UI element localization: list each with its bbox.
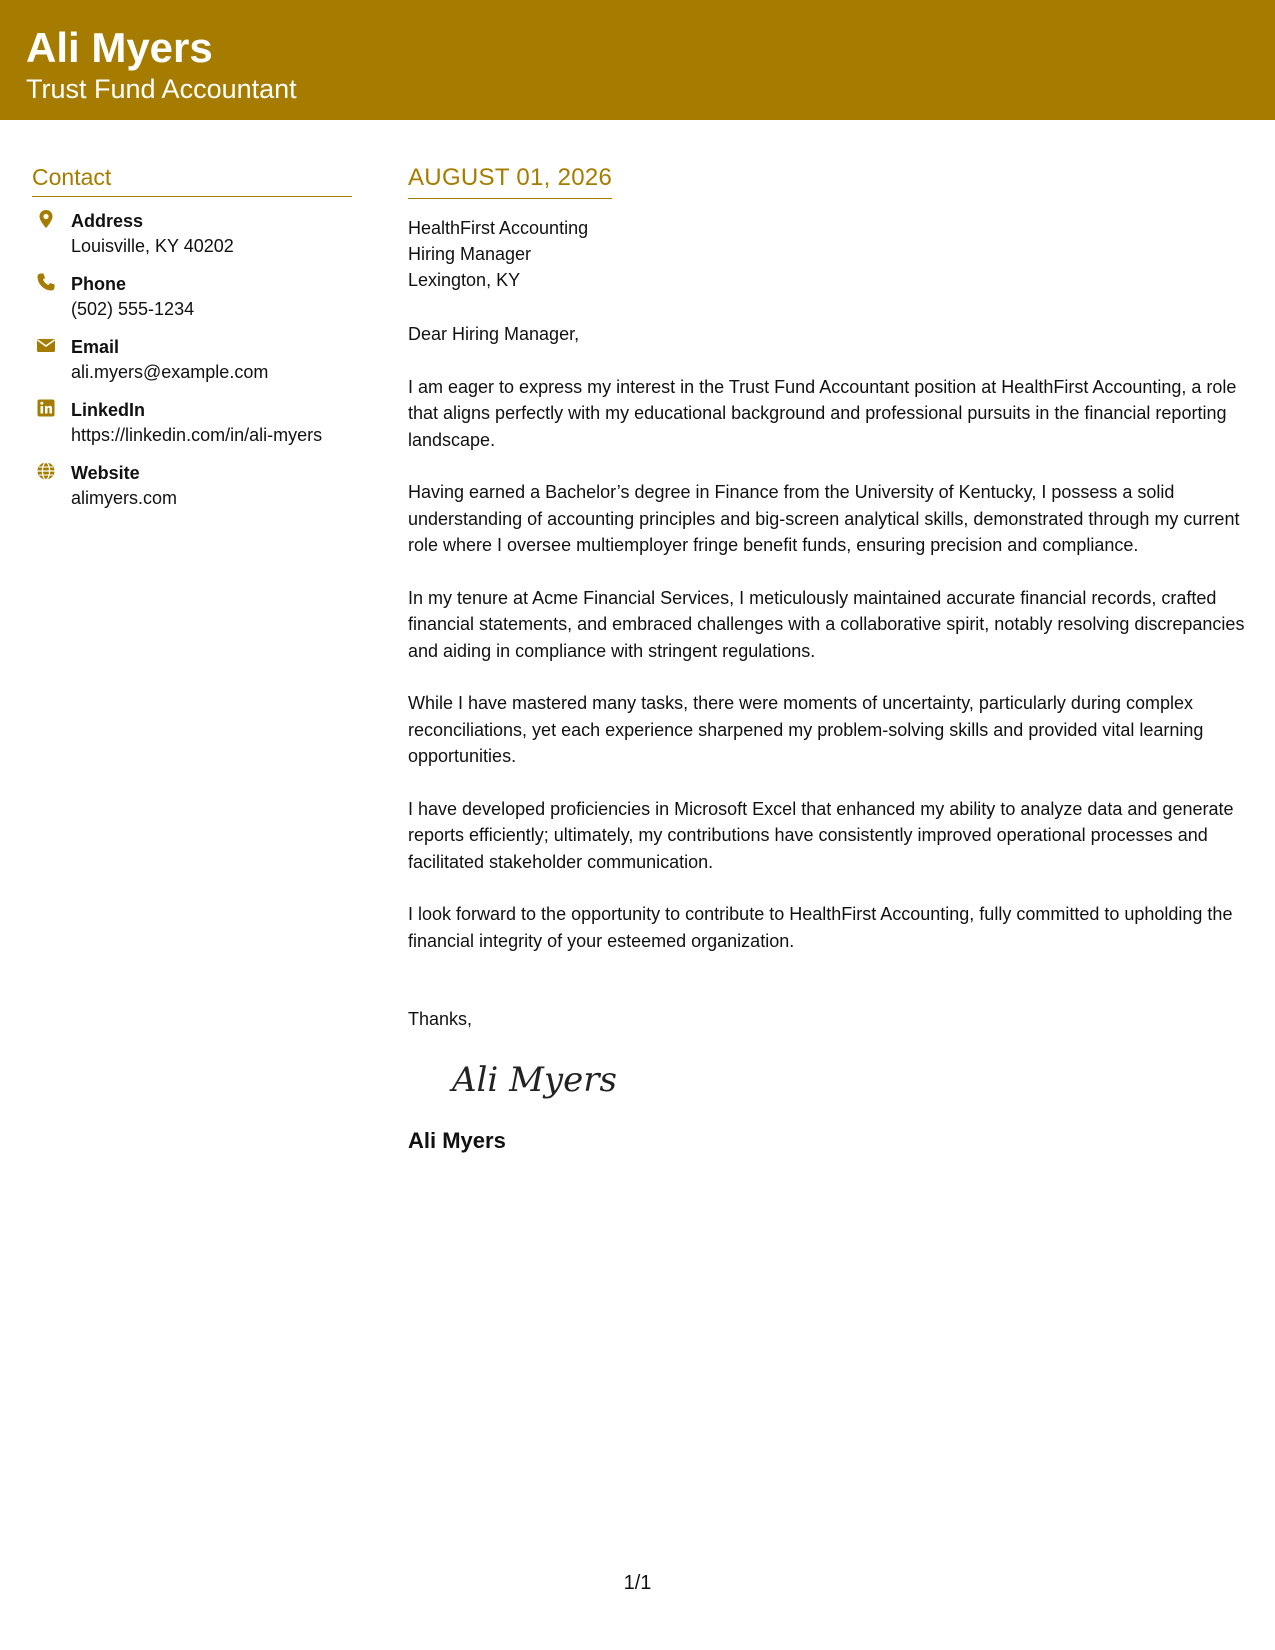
paragraph: I am eager to express my interest in the Trust Fund Accountant position at HealthFirst Accounting, a role that aligns perfectly with my educational background and professional pursuits in the financial reporting landscape.	[408, 376, 1237, 450]
contact-sidebar	[32, 162, 352, 524]
handwritten-signature	[448, 1049, 668, 1109]
contact-item-email	[32, 335, 352, 398]
paragraph: In my tenure at Acme Financial Services, I meticulously maintained accurate financial records, crafted financial statements, and embraced challenges with a collaborative spirit, notably resolving discrepancies and aiding in compliance with stringent regulations.	[408, 587, 1245, 661]
paragraph: I have developed proficiencies in Microsoft Excel that enhanced my ability to analyze data and generate reports efficiently; ultimately, my contributions have consistently improved operational processes and facilitated stakeholder communication.	[408, 798, 1234, 872]
header-banner	[0, 0, 1275, 120]
contact-label: Website	[71, 463, 140, 483]
contact-label: Email	[71, 337, 120, 357]
greeting: Dear Hiring Manager,	[408, 324, 580, 344]
applicant-name: Ali Myers	[26, 24, 213, 71]
envelope-icon	[36, 335, 56, 355]
recipient-block	[408, 215, 1248, 293]
recipient-role: Hiring Manager	[408, 244, 532, 264]
contact-label: Address	[71, 211, 144, 231]
signature-text: Ali Myers	[452, 1059, 617, 1100]
letter-date: AUGUST 01, 2026	[408, 162, 612, 199]
closing: Thanks,	[408, 1009, 473, 1029]
map-pin-icon	[36, 209, 56, 229]
paragraph: Having earned a Bachelor’s degree in Finance from the University of Kentucky, I possess a solid understanding of accounting principles and big-screen analytical skills, demonstrated through my current role where I oversee multiemployer fringe benefit funds, ensuring precision and compliance.	[408, 482, 1240, 555]
contact-value: Louisville, KY 40202	[71, 236, 234, 256]
contact-item-linkedin	[32, 398, 352, 461]
contact-item-website	[32, 461, 352, 524]
contact-list	[32, 209, 352, 524]
contact-section-title: Contact	[32, 162, 352, 197]
contact-value[interactable]: alimyers.com	[71, 488, 178, 508]
recipient-company: HealthFirst Accounting	[408, 218, 589, 238]
contact-label: LinkedIn	[71, 400, 146, 420]
contact-value[interactable]: ali.myers@example.com	[71, 362, 269, 382]
page-number: 1/1	[623, 1572, 652, 1594]
globe-icon	[36, 461, 56, 481]
letter-body	[408, 162, 1248, 1156]
paragraph: While I have mastered many tasks, there were moments of uncertainty, particularly during complex reconciliations, yet each experience sharpened my problem-solving skills and provided vital learning opportunities.	[408, 693, 1204, 766]
paragraph: I look forward to the opportunity to contribute to HealthFirst Accounting, fully committed to upholding the financial integrity of your esteemed organization.	[408, 904, 1233, 951]
signer-name: Ali Myers	[408, 1128, 506, 1153]
contact-value: (502) 555-1234	[71, 299, 195, 319]
phone-icon	[36, 272, 56, 292]
job-title: Trust Fund Accountant	[26, 74, 297, 104]
recipient-location: Lexington, KY	[408, 270, 521, 290]
contact-item-address	[32, 209, 352, 272]
contact-value[interactable]: https://linkedin.com/in/ali-myers	[71, 425, 323, 445]
contact-item-phone	[32, 272, 352, 335]
contact-label: Phone	[71, 274, 127, 294]
linkedin-icon	[36, 398, 56, 418]
